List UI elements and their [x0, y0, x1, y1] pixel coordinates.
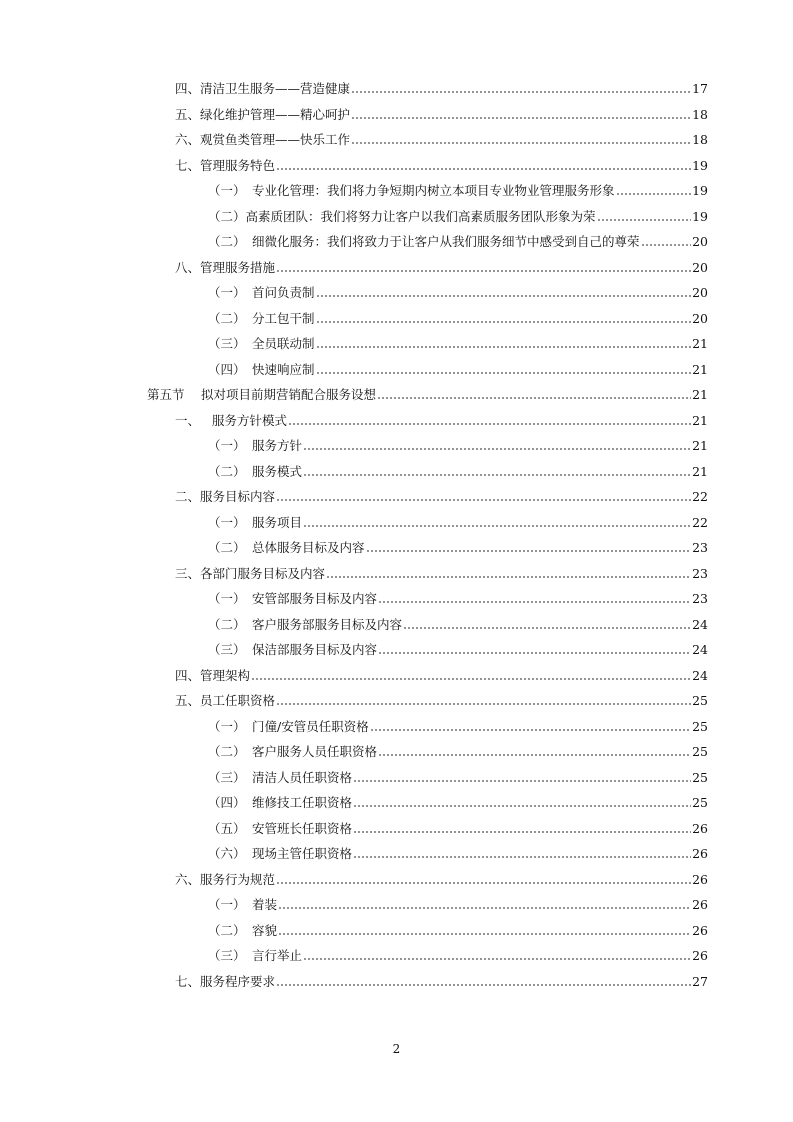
toc-entry-title: 细微化服务：我们将致力于让客户从我们服务细节中感受到自己的尊荣 — [252, 234, 640, 249]
toc-entry-text — [175, 489, 275, 505]
toc-entry-number: （二） — [208, 923, 246, 938]
toc-entry-page: 25 — [692, 719, 708, 734]
toc-leader-dots — [351, 117, 691, 119]
toc-entry-title: 六、服务行为规范 — [175, 872, 276, 887]
toc-entry[interactable] — [175, 485, 708, 505]
toc-entry-page: 26 — [692, 846, 708, 861]
toc-entry-text — [208, 591, 377, 607]
toc-entry-text — [175, 81, 350, 97]
toc-entry-text — [175, 693, 275, 709]
toc-leader-dots — [378, 601, 691, 603]
toc-entry[interactable] — [175, 868, 708, 888]
toc-entry-page: 25 — [692, 770, 708, 785]
toc-entry-page: 21 — [692, 413, 708, 428]
toc-leader-dots — [353, 780, 691, 782]
toc-entry-text — [175, 413, 287, 429]
toc-entry-text — [208, 795, 352, 811]
toc-entry-page: 26 — [692, 923, 708, 938]
toc-entry-number: （二） — [208, 311, 246, 326]
toc-entry-number: （三） — [208, 336, 246, 351]
toc-entry[interactable] — [175, 128, 708, 148]
toc-entry-title: 四、清洁卫生服务——营造健康 — [175, 81, 351, 96]
toc-entry-text — [208, 744, 377, 760]
toc-entry-text — [175, 974, 275, 990]
toc-entry-text — [175, 107, 350, 123]
toc-entry-title: 言行举止 — [252, 948, 303, 963]
toc-entry-page: 22 — [692, 515, 708, 530]
toc-entry-page: 25 — [692, 744, 708, 759]
toc-entry-number: 第五节 — [147, 387, 185, 402]
toc-entry-page: 25 — [692, 795, 708, 810]
toc-entry-number: （一） — [208, 515, 246, 530]
toc-entry-title: 维修技工任职资格 — [252, 795, 353, 810]
toc-entry-title: 三、各部门服务目标及内容 — [175, 566, 326, 581]
toc-entry-number: （四） — [208, 795, 246, 810]
toc-entry-text — [175, 260, 275, 276]
toc-leader-dots — [351, 142, 691, 144]
toc-entry[interactable] — [208, 766, 708, 786]
toc-leader-dots — [316, 321, 692, 323]
toc-entry[interactable] — [175, 664, 708, 684]
toc-entry-title: 现场主管任职资格 — [252, 846, 353, 861]
toc-leader-dots — [251, 678, 691, 680]
toc-entry-text — [208, 234, 640, 250]
toc-entry[interactable] — [175, 970, 708, 990]
toc-entry-text — [208, 617, 402, 633]
toc-entry-text — [175, 872, 275, 888]
toc-entry-title: 服务模式 — [252, 464, 303, 479]
toc-entry[interactable] — [208, 205, 708, 225]
toc-entry[interactable] — [208, 536, 708, 556]
toc-entry-number: （一） — [208, 719, 246, 734]
toc-leader-dots — [377, 397, 691, 399]
toc-entry-title: 门僮/安管员任职资格 — [252, 719, 369, 734]
toc-entry-page: 24 — [692, 642, 708, 657]
toc-entry-page: 20 — [692, 285, 708, 300]
toc-entry[interactable] — [208, 511, 708, 531]
toc-entry-text — [208, 515, 302, 531]
toc-entry-text — [175, 158, 275, 174]
toc-entry-page: 18 — [692, 132, 708, 147]
toc-leader-dots — [303, 525, 691, 527]
toc-leader-dots — [616, 193, 692, 195]
toc-entry-page: 21 — [692, 362, 708, 377]
toc-entry-page: 19 — [692, 183, 708, 198]
toc-entry-title: 五、员工任职资格 — [175, 693, 276, 708]
page-number: 2 — [392, 1042, 401, 1056]
toc-leader-dots — [353, 856, 691, 858]
toc-entry-title: 四、管理架构 — [175, 668, 251, 683]
toc-leader-dots — [276, 882, 691, 884]
toc-entry[interactable] — [208, 332, 708, 352]
toc-entry-title: 首问负责制 — [252, 285, 315, 300]
toc-entry-title: 八、管理服务措施 — [175, 260, 276, 275]
toc-entry[interactable] — [208, 893, 708, 913]
toc-leader-dots — [278, 933, 691, 935]
toc-entry-text — [208, 719, 369, 735]
toc-entry-text — [208, 923, 277, 939]
toc-entry-page: 17 — [692, 81, 708, 96]
toc-entry-page: 24 — [692, 617, 708, 632]
toc-entry-title: 清洁人员任职资格 — [252, 770, 353, 785]
toc-entry-title: 六、观赏鱼类管理——快乐工作 — [175, 132, 351, 147]
toc-leader-dots — [303, 474, 691, 476]
toc-entry[interactable] — [175, 689, 708, 709]
toc-entry-title: 五、绿化维护管理——精心呵护 — [175, 107, 351, 122]
toc-entry-page: 22 — [692, 489, 708, 504]
toc-entry-page: 26 — [692, 821, 708, 836]
toc-leader-dots — [353, 805, 691, 807]
toc-entry-title: 专业化管理：我们将力争短期内树立本项目专业物业管理服务形象 — [252, 183, 615, 198]
toc-leader-dots — [276, 984, 691, 986]
toc-entry[interactable] — [208, 944, 708, 964]
toc-entry-page: 19 — [692, 209, 708, 224]
toc-entry-text — [208, 540, 365, 556]
toc-leader-dots — [276, 270, 691, 272]
toc-entry-text — [208, 438, 302, 454]
toc-entry-title: 七、服务程序要求 — [175, 974, 276, 989]
toc-entry[interactable] — [208, 358, 708, 378]
toc-entry-page: 25 — [692, 693, 708, 708]
toc-entry-title: 容貌 — [252, 923, 278, 938]
toc-leader-dots — [276, 499, 691, 501]
toc-entry[interactable] — [208, 740, 708, 760]
toc-entry-page: 20 — [692, 234, 708, 249]
toc-leader-dots — [276, 168, 691, 170]
toc-entry-text — [208, 948, 302, 964]
toc-entry-page: 21 — [692, 438, 708, 453]
toc-leader-dots — [351, 91, 691, 93]
toc-entry[interactable] — [175, 409, 708, 429]
toc-leader-dots — [278, 907, 691, 909]
toc-entry-text — [208, 821, 352, 837]
toc-entry[interactable] — [208, 842, 708, 862]
toc-entry-page: 26 — [692, 897, 708, 912]
toc-entry[interactable] — [208, 817, 708, 837]
toc-leader-dots — [378, 652, 691, 654]
toc-entry-number: （四） — [208, 362, 246, 377]
toc-leader-dots — [288, 423, 691, 425]
toc-entry[interactable] — [208, 460, 708, 480]
toc-entry[interactable] — [208, 434, 708, 454]
toc-leader-dots — [378, 754, 691, 756]
toc-entry-number: （二） — [208, 617, 246, 632]
toc-leader-dots — [641, 244, 692, 246]
toc-leader-dots — [326, 576, 691, 578]
toc-entry-number: （一） — [208, 183, 246, 198]
toc-entry-page: 20 — [692, 311, 708, 326]
toc-entry-page: 20 — [692, 260, 708, 275]
toc-entry[interactable] — [175, 562, 708, 582]
toc-entry-text — [175, 132, 350, 148]
toc-entry-number: （三） — [208, 948, 246, 963]
toc-leader-dots — [370, 729, 691, 731]
toc-entry-text — [147, 387, 376, 403]
toc-entry-number: （一） — [208, 438, 246, 453]
toc-entry[interactable] — [208, 230, 708, 250]
toc-leader-dots — [366, 550, 692, 552]
toc-entry-number: （三） — [208, 642, 246, 657]
toc-entry[interactable] — [208, 281, 708, 301]
toc-entry-text — [208, 362, 315, 378]
toc-entry-number: （二） — [208, 744, 246, 759]
toc-entry-title: 拟对项目前期营销配合服务设想 — [201, 387, 377, 402]
toc-entry-page: 23 — [692, 566, 708, 581]
toc-entry-title: 七、管理服务特色 — [175, 158, 276, 173]
toc-entry-title: 分工包干制 — [252, 311, 315, 326]
toc-entry-title: 二、服务目标内容 — [175, 489, 276, 504]
toc-entry-title: （二）高素质团队：我们将努力让客户以我们高素质服务团队形象为荣 — [208, 209, 596, 224]
toc-entry-number: （一） — [208, 591, 246, 606]
toc-entry-number: （六） — [208, 846, 246, 861]
toc-entry-title: 服务方针模式 — [212, 413, 288, 428]
toc-entry-page: 21 — [692, 387, 708, 402]
toc-entry-text — [208, 336, 315, 352]
toc-entry[interactable] — [208, 715, 708, 735]
toc-entry-number: （一） — [208, 285, 246, 300]
toc-entry-page: 18 — [692, 107, 708, 122]
toc-entry-page: 21 — [692, 464, 708, 479]
toc-entry-number: （二） — [208, 234, 246, 249]
toc-entry-text — [208, 464, 302, 480]
toc-entry-number: （一） — [208, 897, 246, 912]
toc-leader-dots — [403, 627, 691, 629]
toc-entry-text — [208, 311, 315, 327]
toc-entry-text — [208, 846, 352, 862]
toc-entry[interactable] — [208, 791, 708, 811]
toc-entry-title: 安管部服务目标及内容 — [252, 591, 378, 606]
toc-entry[interactable] — [208, 919, 708, 939]
toc-entry-page: 19 — [692, 158, 708, 173]
toc-entry-title: 服务方针 — [252, 438, 303, 453]
toc-leader-dots — [316, 346, 692, 348]
toc-entry-page: 24 — [692, 668, 708, 683]
toc-entry-title: 保洁部服务目标及内容 — [252, 642, 378, 657]
toc-entry[interactable] — [147, 383, 708, 403]
toc-leader-dots — [303, 958, 691, 960]
toc-entry-page: 23 — [692, 540, 708, 555]
toc-entry-number: （三） — [208, 770, 246, 785]
toc-entry-title: 着装 — [252, 897, 278, 912]
toc-entry[interactable] — [208, 587, 708, 607]
toc-entry[interactable] — [208, 307, 708, 327]
toc-entry-text — [208, 183, 615, 199]
toc-entry[interactable] — [175, 103, 708, 123]
toc-leader-dots — [316, 295, 692, 297]
toc-leader-dots — [353, 831, 691, 833]
toc-entry-title: 客户服务人员任职资格 — [252, 744, 378, 759]
toc-entry[interactable] — [175, 154, 708, 174]
toc-entry-title: 服务项目 — [252, 515, 303, 530]
toc-entry-title: 客户服务部服务目标及内容 — [252, 617, 403, 632]
toc-leader-dots — [303, 448, 691, 450]
toc-entry-number: （二） — [208, 464, 246, 479]
toc-entry[interactable] — [175, 256, 708, 276]
toc-entry-page: 26 — [692, 872, 708, 887]
toc-entry-title: 总体服务目标及内容 — [252, 540, 365, 555]
toc-entry[interactable] — [208, 613, 708, 633]
toc-entry-text — [208, 209, 596, 225]
toc-entry-number: 一、 — [175, 413, 201, 428]
toc-entry-text — [208, 897, 277, 913]
toc-entry-title: 全员联动制 — [252, 336, 315, 351]
toc-entry-number: （五） — [208, 821, 246, 836]
toc-entry-text — [208, 642, 377, 658]
toc-entry-text — [175, 668, 250, 684]
toc-entry-page: 27 — [692, 974, 708, 989]
toc-entry-text — [208, 285, 315, 301]
toc-entry-number: （二） — [208, 540, 246, 555]
toc-entry-page: 26 — [692, 948, 708, 963]
toc-leader-dots — [316, 372, 692, 374]
toc-entry[interactable] — [208, 638, 708, 658]
toc-entry-text — [175, 566, 325, 582]
toc-entry-text — [208, 770, 352, 786]
toc-entry[interactable] — [175, 77, 708, 97]
toc-entry-title: 快速响应制 — [252, 362, 315, 377]
toc-entry-title: 安管班长任职资格 — [252, 821, 353, 836]
toc-leader-dots — [276, 703, 691, 705]
toc-entry-page: 23 — [692, 591, 708, 606]
toc-entry-page: 21 — [692, 336, 708, 351]
toc-entry[interactable] — [208, 179, 708, 199]
toc-leader-dots — [597, 219, 692, 221]
